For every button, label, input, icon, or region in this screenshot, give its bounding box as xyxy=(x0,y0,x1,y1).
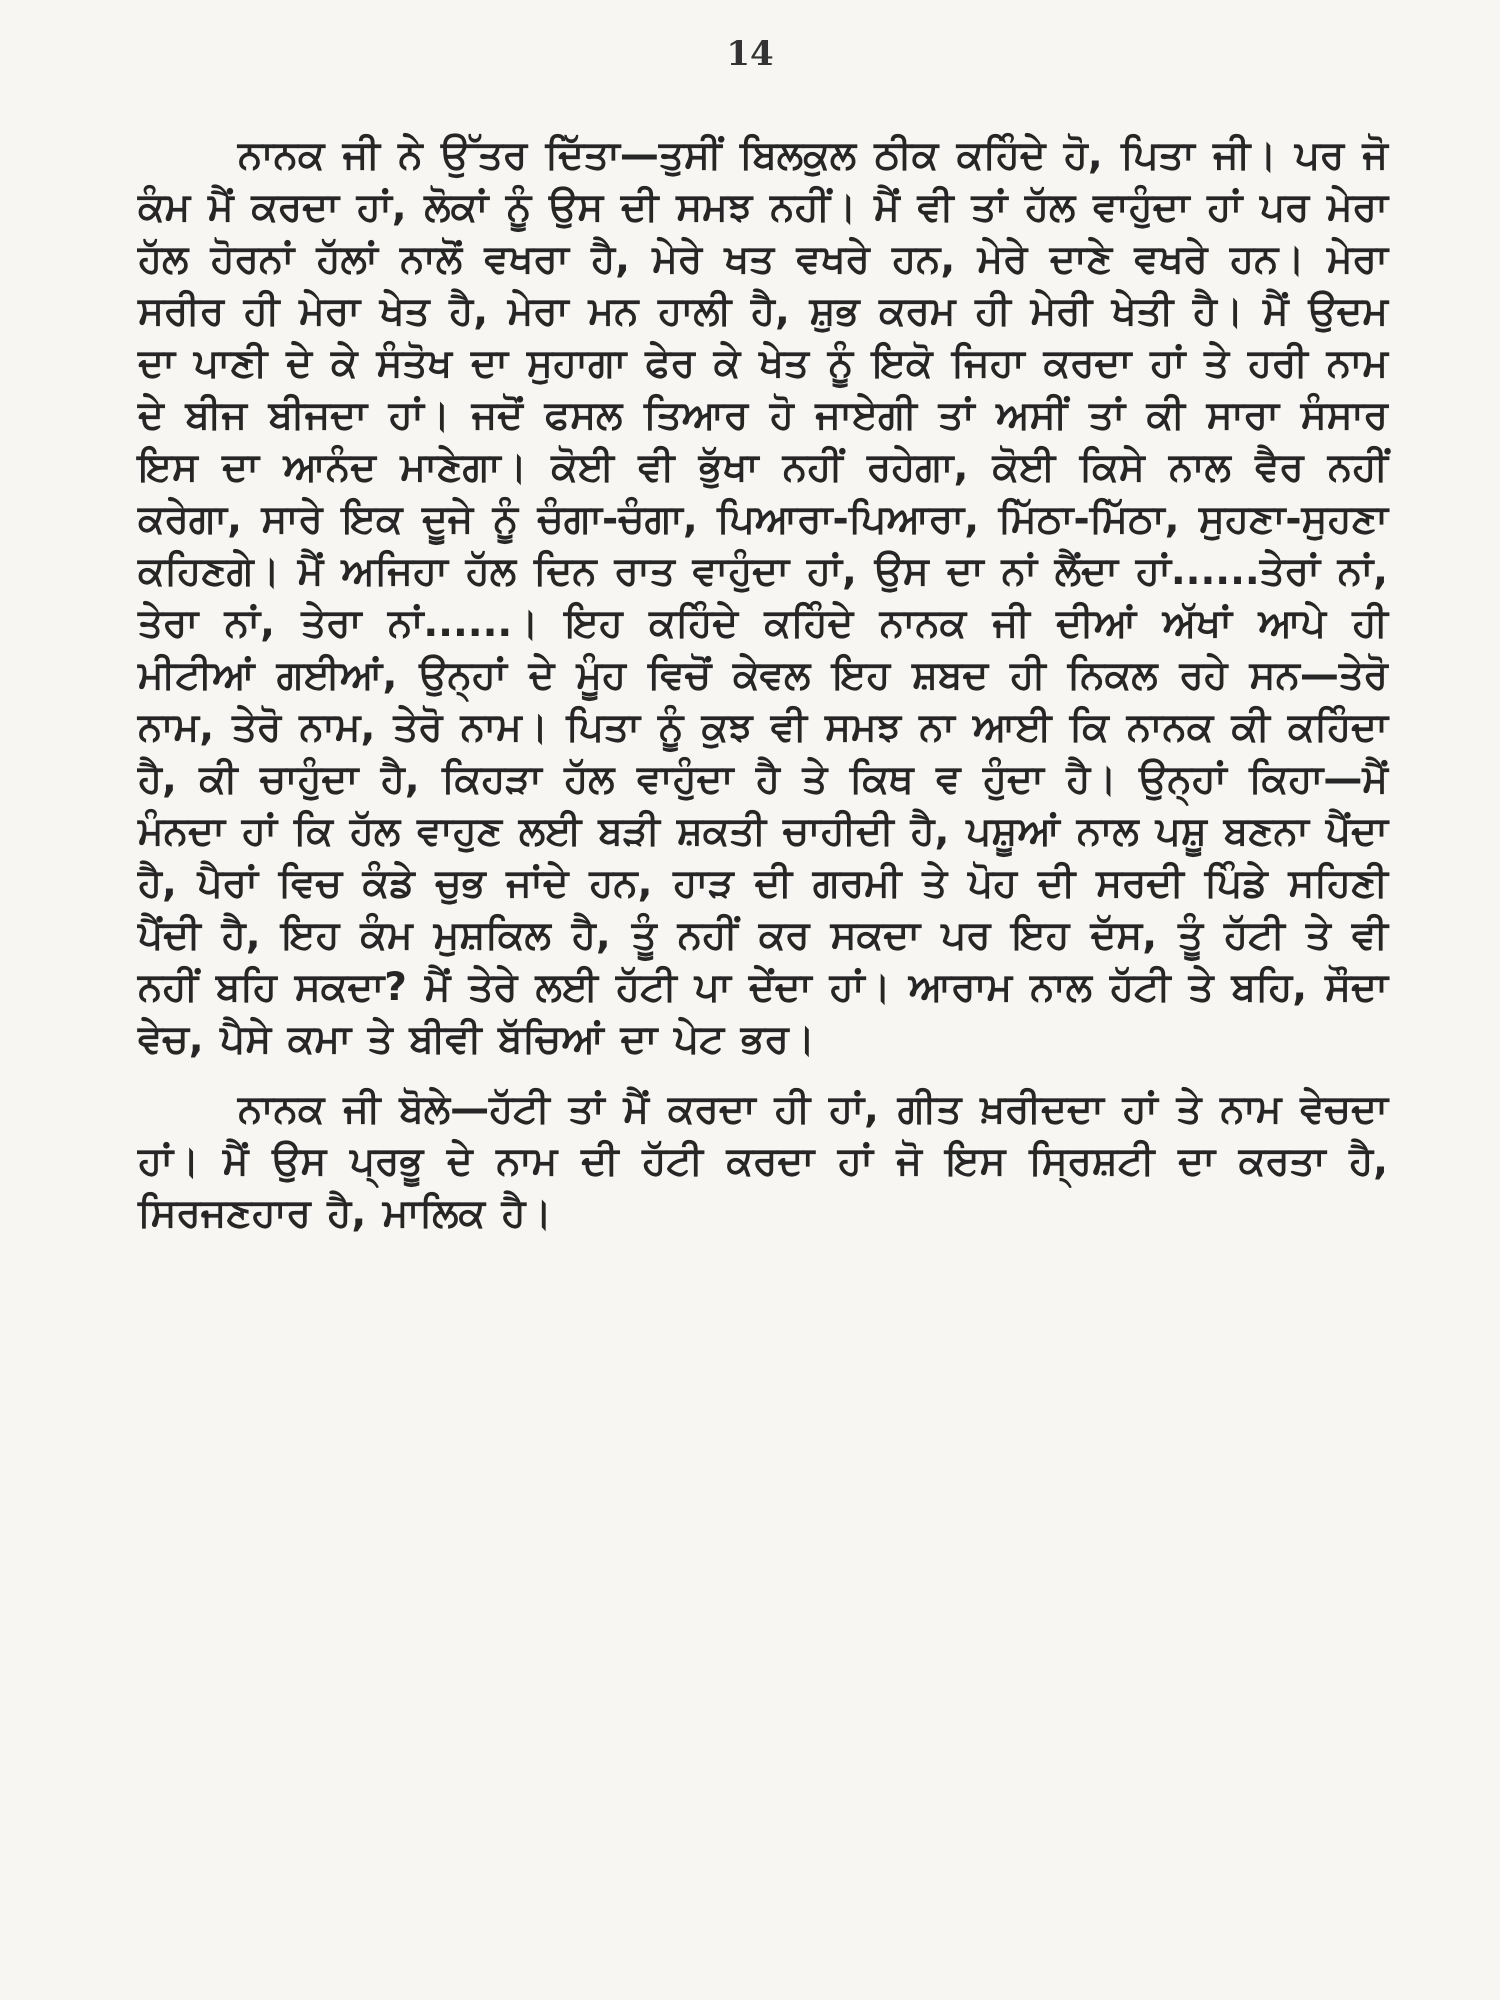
paragraph-2: ਨਾਨਕ ਜੀ ਬੋਲੇ—ਹੱਟੀ ਤਾਂ ਮੈਂ ਕਰਦਾ ਹੀ ਹਾਂ, ਗੀਤ ਖ਼ਰੀਦਦਾ ਹਾਂ ਤੇ ਨਾਮ ਵੇਚਦਾ ਹਾਂ। ਮੈਂ ਉਸ ਪ੍ਰਭੂ ਦੇ ਨਾਮ ਦੀ ਹੱਟੀ ਕਰਦਾ ਹਾਂ ਜੋ ਇਸ ਸ੍ਰਿਸ਼ਟੀ ਦਾ ਕਰਤਾ ਹੈ, ਸਿਰਜਣਹਾਰ ਹੈ, ਮਾਲਿਕ ਹੈ। xyxy=(138,1087,1388,1236)
body-text xyxy=(138,130,1388,1240)
page-number: 14 xyxy=(726,34,774,74)
paragraph-1: ਨਾਨਕ ਜੀ ਨੇ ਉੱਤਰ ਦਿੱਤਾ—ਤੁਸੀਂ ਬਿਲਕੁਲ ਠੀਕ ਕਹਿੰਦੇ ਹੋ, ਪਿਤਾ ਜੀ। ਪਰ ਜੋ ਕੰਮ ਮੈਂ ਕਰਦਾ ਹਾਂ, ਲੋਕਾਂ ਨੂੰ ਉਸ ਦੀ ਸਮਝ ਨਹੀਂ। ਮੈਂ ਵੀ ਤਾਂ ਹੱਲ ਵਾਹੁੰਦਾ ਹਾਂ ਪਰ ਮੇਰਾ ਹੱਲ ਹੋਰਨਾਂ ਹੱਲਾਂ ਨਾਲੋਂ ਵਖਰਾ ਹੈ, ਮੇਰੇ ਖਤ ਵਖਰੇ ਹਨ, ਮੇਰੇ ਦਾਣੇ ਵਖਰੇ ਹਨ। ਮੇਰਾ ਸਰੀਰ ਹੀ ਮੇਰਾ ਖੇਤ ਹੈ, ਮੇਰਾ ਮਨ ਹਾਲੀ ਹੈ, ਸ਼ੁਭ ਕਰਮ ਹੀ ਮੇਰੀ ਖੇਤੀ ਹੈ। ਮੈਂ ਉਦਮ ਦਾ ਪਾਣੀ ਦੇ ਕੇ ਸੰਤੋਖ ਦਾ ਸੁਹਾਗਾ ਫੇਰ ਕੇ ਖੇਤ ਨੂੰ ਇਕੋ ਜਿਹਾ ਕਰਦਾ ਹਾਂ ਤੇ ਹਰੀ ਨਾਮ ਦੇ ਬੀਜ ਬੀਜਦਾ ਹਾਂ। ਜਦੋਂ ਫਸਲ ਤਿਆਰ ਹੋ ਜਾਏਗੀ ਤਾਂ ਅਸੀਂ ਤਾਂ ਕੀ ਸਾਰਾ ਸੰਸਾਰ ਇਸ ਦਾ ਆਨੰਦ ਮਾਣੇਗਾ। ਕੋਈ ਵੀ ਭੁੱਖਾ ਨਹੀਂ ਰਹੇਗਾ, ਕੋਈ ਕਿਸੇ ਨਾਲ ਵੈਰ ਨਹੀਂ ਕਰੇਗਾ, ਸਾਰੇ ਇਕ ਦੂਜੇ ਨੂੰ ਚੰਗਾ-ਚੰਗਾ, ਪਿਆਰਾ-ਪਿਆਰਾ, ਮਿੱਠਾ-ਮਿੱਠਾ, ਸੁਹਣਾ-ਸੁਹਣਾ ਕਹਿਣਗੇ। ਮੈਂ ਅਜਿਹਾ ਹੱਲ ਦਿਨ ਰਾਤ ਵਾਹੁੰਦਾ ਹਾਂ, ਉਸ ਦਾ ਨਾਂ ਲੈਂਦਾ ਹਾਂ......ਤੇਰਾਂ ਨਾਂ, ਤੇਰਾ ਨਾਂ, ਤੇਰਾ ਨਾਂ......। ਇਹ ਕਹਿੰਦੇ ਕਹਿੰਦੇ ਨਾਨਕ ਜੀ ਦੀਆਂ ਅੱਖਾਂ ਆਪੇ ਹੀ ਮੀਟੀਆਂ ਗਈਆਂ, ਉਨ੍ਹਾਂ ਦੇ ਮੂੰਹ ਵਿਚੋਂ ਕੇਵਲ ਇਹ ਸ਼ਬਦ ਹੀ ਨਿਕਲ ਰਹੇ ਸਨ—ਤੇਰੋ ਨਾਮ, ਤੇਰੋ ਨਾਮ, ਤੇਰੋ ਨਾਮ। ਪਿਤਾ ਨੂੰ ਕੁਝ ਵੀ ਸਮਝ ਨਾ ਆਈ ਕਿ ਨਾਨਕ ਕੀ ਕਹਿੰਦਾ ਹੈ, ਕੀ ਚਾਹੁੰਦਾ ਹੈ, ਕਿਹੜਾ ਹੱਲ ਵਾਹੁੰਦਾ ਹੈ ਤੇ ਕਿਥ ਵ ਹੁੰਦਾ ਹੈ। ਉਨ੍ਹਾਂ ਕਿਹਾ—ਮੈਂ ਮੰਨਦਾ ਹਾਂ ਕਿ ਹੱਲ ਵਾਹੁਣ ਲਈ ਬੜੀ ਸ਼ਕਤੀ ਚਾਹੀਦੀ ਹੈ, ਪਸ਼ੂਆਂ ਨਾਲ ਪਸ਼ੂ ਬਣਨਾ ਪੈਂਦਾ ਹੈ, ਪੈਰਾਂ ਵਿਚ ਕੰਡੇ ਚੁਭ ਜਾਂਦੇ ਹਨ, ਹਾੜ ਦੀ ਗਰਮੀ ਤੇ ਪੋਹ ਦੀ ਸਰਦੀ ਪਿੰਡੇ ਸਹਿਣੀ ਪੈਂਦੀ ਹੈ, ਇਹ ਕੰਮ ਮੁਸ਼ਕਿਲ ਹੈ, ਤੂੰ ਨਹੀਂ ਕਰ ਸਕਦਾ ਪਰ ਇਹ ਦੱਸ, ਤੂੰ ਹੱਟੀ ਤੇ ਵੀ ਨਹੀਂ ਬਹਿ ਸਕਦਾ? ਮੈਂ ਤੇਰੇ ਲਈ ਹੱਟੀ ਪਾ ਦੇਂਦਾ ਹਾਂ। ਆਰਾਮ ਨਾਲ ਹੱਟੀ ਤੇ ਬਹਿ, ਸੌਦਾ ਵੇਚ, ਪੈਸੇ ਕਮਾ ਤੇ ਬੀਵੀ ਬੱਚਿਆਂ ਦਾ ਪੇਟ ਭਰ। xyxy=(138,133,1388,1062)
